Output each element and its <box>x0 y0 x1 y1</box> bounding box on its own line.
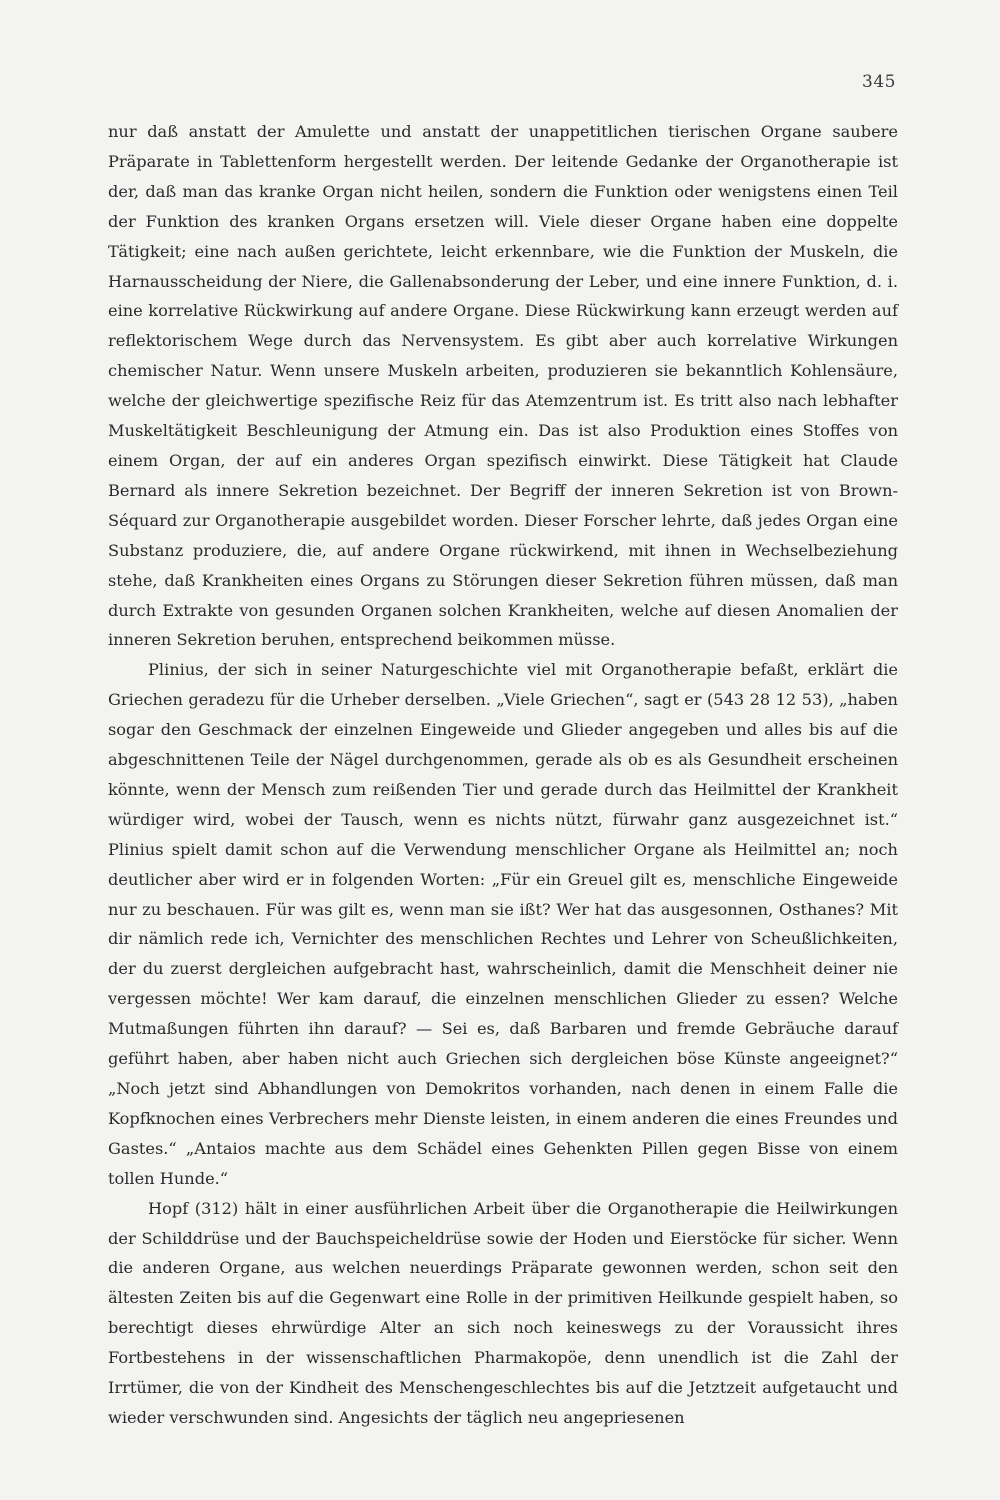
paragraph-plinius: Plinius, der sich in seiner Naturgeschichte viel mit Organotherapie befaßt, erklärt die Griechen geradezu für die Urheber derselben. „Viele Griechen“, sagt er (543 28 12 53), „haben sogar den Geschmack der einzelnen Eingeweide und Glieder angegeben und alles bis auf die abgeschnittenen Teile der Nägel durchgenommen, gerade als ob es als Gesundheit erscheinen könnte, wenn der Mensch zum reißenden Tier und gerade durch das Heilmittel der Krankheit würdiger wird, wobei der Tausch, wenn es nichts nützt, fürwahr ganz ausgezeichnet ist.“ Plinius spielt damit schon auf die Verwendung menschlicher Organe als Heilmittel an; noch deutlicher aber wird er in folgenden Worten: „Für ein Greuel gilt es, menschliche Eingeweide nur zu beschauen. Für was gilt es, wenn man sie ißt? Wer hat das ausgesonnen, Osthanes? Mit dir nämlich rede ich, Vernichter des menschlichen Rechtes und Lehrer von Scheußlichkeiten, der du zuerst dergleichen aufgebracht hast, wahrscheinlich, damit die Menschheit deiner nie vergessen möchte! Wer kam darauf, die einzelnen menschlichen Glieder zu essen? Welche Mutmaßungen führten ihn darauf? — Sei es, daß Barbaren und fremde Gebräuche darauf geführt haben, aber haben nicht auch Griechen sich dergleichen böse Künste angeeignet?“ „Noch jetzt sind Abhandlungen von Demokritos vorhanden, nach denen in einem Falle die Kopfknochen eines Verbrechers mehr Dienste leisten, in einem anderen die eines Freundes und Gastes.“ „Antaios machte aus dem Schädel eines Gehenkten Pillen gegen Bisse von einem tollen Hunde.“ <box>108 660 898 1188</box>
paragraph-hopf: Hopf (312) hält in einer ausführlichen Arbeit über die Organotherapie die Heilwirkungen der Schilddrüse und der Bauchspeicheldrüse sowie der Hoden und Eierstöcke für sicher. Wenn die anderen Organe, aus welchen neuerdings Präparate gewonnen werden, schon seit den ältesten Zeiten bis auf die Gegenwart eine Rolle in der primitiven Heilkunde gespielt haben, so berechtigt dieses ehrwürdige Alter an sich noch keineswegs zu der Voraussicht ihres Fortbestehens in der wissenschaftlichen Pharmakopöe, denn unendlich ist die Zahl der Irrtümer, die von der Kindheit des Menschengeschlechtes bis auf die Jetztzeit aufgetaucht und wieder verschwunden sind. Angesichts der täglich neu angepriesenen <box>108 1198 898 1427</box>
paragraph-organotherapy-intro: nur daß anstatt der Amulette und anstatt der unappetitlichen tierischen Organe saubere Präparate in Tablettenform hergestellt werden. Der leitende Gedanke der Organotherapie ist der, daß man das kranke Organ nicht heilen, sondern die Funktion oder wenigstens einen Teil der Funktion des kranken Organs ersetzen will. Viele dieser Organe haben eine doppelte Tätigkeit; eine nach außen gerichtete, leicht erkennbare, wie die Funktion der Muskeln, die Harnausscheidung der Niere, die Gallenabsonderung der Leber, und eine innere Funktion, d. i. eine korrelative Rückwirkung auf andere Organe. Diese Rückwirkung kann erzeugt werden auf reflektorischem Wege durch das Nervensystem. Es gibt aber auch korrelative Wirkungen chemischer Natur. Wenn unsere Muskeln arbeiten, produzieren sie bekanntlich Kohlensäure, welche der gleichwertige spezifische Reiz für das Atemzentrum ist. Es tritt also nach lebhafter Muskeltätigkeit Beschleunigung der Atmung ein. Das ist also Produktion eines Stoffes von einem Organ, der auf ein anderes Organ spezifisch einwirkt. Diese Tätigkeit hat Claude Bernard als innere Sekretion bezeichnet. Der Begriff der inneren Sekretion ist von Brown-Séquard zur Organotherapie ausgebildet worden. Dieser Forscher lehrte, daß jedes Organ eine Substanz produziere, die, auf andere Organe rückwirkend, mit ihnen in Wechselbeziehung stehe, daß Krankheiten eines Organs zu Störungen dieser Sekretion führen müssen, daß man durch Extrakte von gesunden Organen solchen Krankheiten, welche auf diesen Anomalien der inneren Sekretion beruhen, entsprechend beikommen müsse. <box>108 122 898 650</box>
page-number: 345 <box>862 72 896 92</box>
body-text <box>108 117 898 1433</box>
